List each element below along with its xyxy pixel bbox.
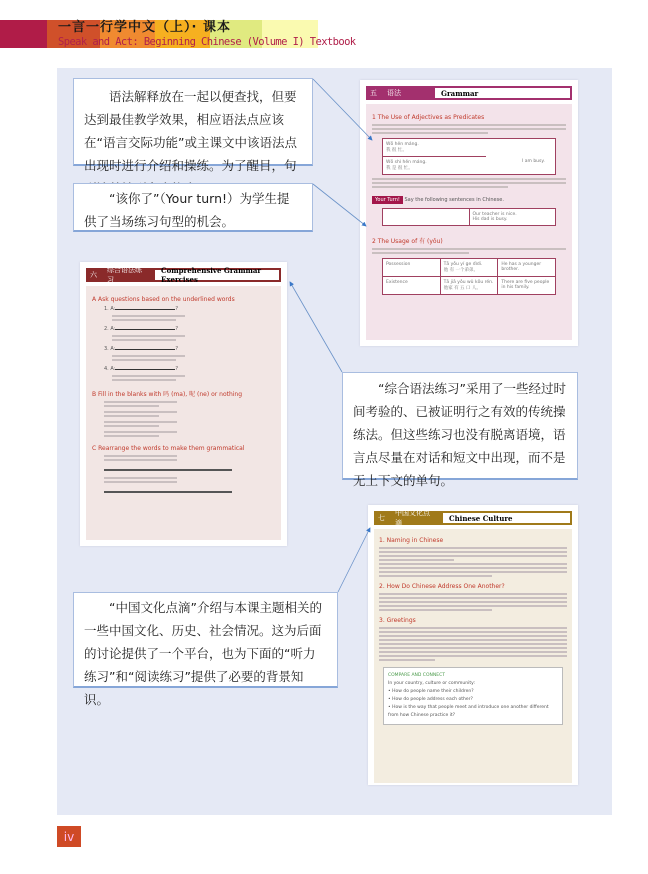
callout-text: “综合语法练习”采用了一些经过时间考验的、已被证明行之有效的传统操练法。但这些练习也没有脱离语境，语言点尽量在对话和短文中出现，而不是无上下文的单句。 — [353, 381, 566, 488]
culture-heading-1: 1. Naming in Chinese — [379, 537, 444, 544]
section-number: 七 — [374, 511, 389, 525]
arrow — [313, 79, 372, 140]
example-cn: 他家 有 五 口 人。 — [443, 286, 481, 291]
example-cn: 我 是 很 忙。 — [386, 166, 413, 171]
page-number: iv — [57, 826, 81, 847]
grammar-heading-1: 1 The Use of Adjectives as Predicates — [372, 114, 485, 121]
compare-title: COMPARE AND CONNECT — [388, 673, 445, 678]
compare-intro: In your country, culture or community: — [388, 681, 475, 686]
exercise-heading-b: B Fill in the blanks with 吗 (ma), 呢 (ne) or nothing — [92, 391, 243, 398]
your-turn-text: Say the following sentences in Chinese. — [404, 197, 504, 203]
book-title-en: Speak and Act: Beginning Chinese (Volume I) Textbook — [58, 36, 356, 48]
your-turn-item: His dad is busy. — [472, 217, 508, 222]
pinyin: Wǒ shì hěn máng. — [386, 160, 427, 165]
compare-item: How do people address each other? — [392, 697, 473, 702]
example-cn: 我 很 忙。 — [386, 148, 407, 153]
compare-item: How do people name their children? — [392, 689, 474, 694]
culture-heading-3: 3. Greetings — [379, 617, 416, 624]
callout-text: 语法解释放在一起以便查找，但要达到最佳教学效果，相应语法点应该在“语言交际功能”或主课文中该语法点出现时进行介绍和操练。为了醒目，句 — [84, 89, 297, 173]
pinyin: Wǒ hěn máng. — [386, 142, 419, 147]
section-en: Grammar — [433, 86, 572, 100]
pinyin: Tā jiā yǒu wǔ kǒu rén. — [443, 280, 494, 285]
culture-heading-2: 2. How Do Chinese Address One Another? — [379, 583, 505, 590]
label: Existence — [383, 277, 441, 294]
section-cn: 语法 — [381, 86, 433, 100]
arrow — [290, 282, 342, 372]
callout-text: “中国文化点滴”介绍与本课主题相关的一些中国文化、历史、社会情况。这为后面的讨论提供了一个平台，也为下面的“听力练习”和“阅读练习”提供了必要的背景知识。 — [84, 600, 322, 707]
exercise-heading-c: C Rearrange the words to make them grammatical — [92, 445, 245, 452]
example-cn: 他 有 一个弟弟。 — [443, 268, 479, 273]
section-number: 六 — [86, 268, 101, 282]
exercise-item: 3. A: — [104, 346, 116, 352]
exercise-item: 2. A: — [104, 326, 116, 332]
section-en: Chinese Culture — [441, 511, 572, 525]
your-turn-badge: Your Turn! — [372, 196, 403, 204]
exercise-item: 4. A: — [104, 366, 116, 372]
section-en: Comprehensive Grammar Exercises — [153, 268, 281, 282]
callout-text: “该你了”（Your turn!）为学生提供了当场练习句型的机会。 — [84, 191, 290, 229]
compare-item: How is the way that people meet and introduce one another different from how Chinese practice it? — [388, 705, 549, 718]
example-en: There are five people in his family. — [501, 280, 550, 290]
compare-connect-box: COMPARE AND CONNECT In your country, culture or community: • How do people name their children? • How do people address each other? • How is the way that people meet and introduce one another different from how Chinese practice it? — [383, 667, 563, 725]
grammar-heading-2: 2 The Usage of 有 (yǒu) — [372, 238, 443, 245]
your-turn-item: Our teacher is nice. — [472, 212, 517, 217]
exercise-item: 1. A: — [104, 306, 116, 312]
example-en: He has a younger brother. — [501, 262, 542, 272]
section-cn: 综合语法练习 — [101, 268, 153, 282]
arrow — [313, 184, 366, 226]
arrow — [338, 528, 370, 592]
exercise-heading-a: A Ask questions based on the underlined words — [92, 296, 235, 303]
exercise-page-thumbnail: 六 综合语法练习 Comprehensive Grammar Exercises A Ask questions based on the underlined words 1. A: ? 2. A: ? 3. A: ? 4. A: ? B Fill in the blanks with 吗 (ma), 呢 (ne) or nothing C Rearrange the words to make them grammatical — [80, 262, 287, 546]
example-en: I am busy. — [522, 159, 545, 164]
section-number: 五 — [366, 86, 381, 100]
book-title-cn: 一言一行学中文（上）· 课本 — [58, 20, 231, 35]
pinyin: Tā yǒu yí ge dìdi. — [443, 262, 483, 267]
section-cn: 中国文化点滴 — [389, 511, 441, 525]
label: Possession — [383, 259, 441, 276]
